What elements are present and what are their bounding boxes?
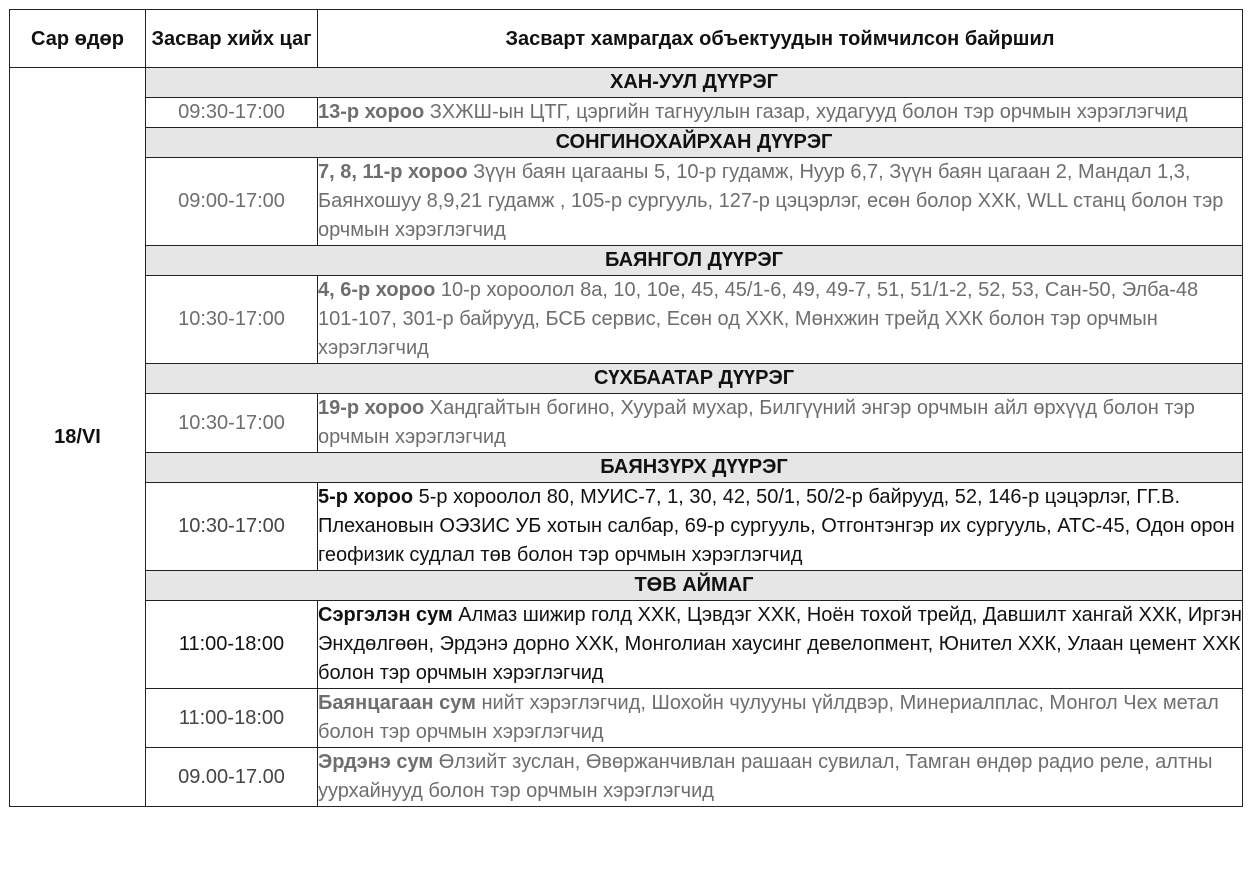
district-name: СОНГИНОХАЙРХАН ДҮҮРЭГ <box>146 128 1243 158</box>
district-name: БАЯНГОЛ ДҮҮРЭГ <box>146 246 1243 276</box>
maintenance-schedule-table <box>9 9 1243 807</box>
district-name: ТӨВ АЙМАГ <box>146 571 1243 601</box>
time-cell: 09:30-17:00 <box>146 98 318 128</box>
location-cell <box>318 98 1243 128</box>
location-text: Хандгайтын богино, Хуурай мухар, Билгүүний энгэр орчмын айл өрхүүд болон тэр орчмын хэрэглэгчид <box>318 397 1195 448</box>
time-cell: 11:00-18:00 <box>146 689 318 748</box>
time-cell: 10:30-17:00 <box>146 394 318 453</box>
date-cell: 18/VI <box>10 68 146 807</box>
location-text: нийт хэрэглэгчид, Шохойн чулууны үйлдвэр, Минериалплас, Монгол Чех метал болон тэр орчмын хэрэглэгчид <box>318 692 1219 743</box>
location-cell <box>318 158 1243 246</box>
area-name: 19-р хороо <box>318 397 425 419</box>
location-text: ЗХЖШ-ын ЦТГ, цэргийн тагнуулын газар, худагууд болон тэр орчмын хэрэглэгчид <box>424 101 1188 123</box>
area-name: Эрдэнэ сум <box>318 751 434 773</box>
table-row <box>10 483 1243 571</box>
table-row <box>10 601 1243 689</box>
district-row <box>10 364 1243 394</box>
location-cell <box>318 689 1243 748</box>
time-cell: 10:30-17:00 <box>146 276 318 364</box>
table-row <box>10 748 1243 807</box>
table-header-row <box>10 10 1243 68</box>
location-cell <box>318 394 1243 453</box>
time-cell: 11:00-18:00 <box>146 601 318 689</box>
district-name: СҮХБААТАР ДҮҮРЭГ <box>146 364 1243 394</box>
table-row <box>10 394 1243 453</box>
district-name: ХАН-УУЛ ДҮҮРЭГ <box>146 68 1243 98</box>
table-row <box>10 158 1243 246</box>
location-text: 10-р хороолол 8а, 10, 10е, 45, 45/1-6, 49, 49-7, 51, 51/1-2, 52, 53, Сан-50, Элба-48 101-107, 301-р байрууд, БСБ сервис, Есөн од ХХК, Мөнхжин трейд ХХК болон тэр орчмын хэрэглэгчид <box>318 279 1199 359</box>
time-cell: 09:00-17:00 <box>146 158 318 246</box>
table-row <box>10 276 1243 364</box>
district-row <box>10 128 1243 158</box>
district-name: БАЯНЗҮРХ ДҮҮРЭГ <box>146 453 1243 483</box>
district-row <box>10 68 1243 98</box>
location-text: Зүүн баян цагааны 5, 10-р гудамж, Нуур 6,7, Зүүн баян цагаан 2, Мандал 1,3, Баянхошуу 8,9,21 гудамж , 105-р сургууль, 127-р цэцэрлэг, есөн болор ХХК, WLL станц болон тэр орчмын хэрэглэгчид <box>318 161 1224 241</box>
header-date: Сар өдөр <box>10 10 146 68</box>
location-cell <box>318 601 1243 689</box>
header-time: Засвар хийх цаг <box>146 10 318 68</box>
location-text: Алмаз шижир голд ХХК, Цэвдэг ХХК, Ноён тохой трейд, Давшилт хангай ХХК, Иргэн Энхдөлгөөн, Эрдэнэ дорно ХХК, Монголиан хаусинг девелопмент, Юнител ХХК, Улаан цемент ХХК болон тэр орчмын хэрэглэгчид <box>318 604 1242 684</box>
table-row <box>10 689 1243 748</box>
header-location: Засварт хамрагдах объектуудын тоймчилсон байршил <box>318 10 1243 68</box>
time-cell: 09.00-17.00 <box>146 748 318 807</box>
location-text: 5-р хороолол 80, МУИС-7, 1, 30, 42, 50/1, 50/2-р байрууд, 52, 146-р цэцэрлэг, ГГ.В. Плехановын ОЭЗИС УБ хотын салбар, 69-р сургууль, Отгонтэнгэр их сургууль, АТС-45, Одон орон геофизик судлал төв болон тэр орчмын хэрэглэгчид <box>318 486 1235 566</box>
area-name: Сэргэлэн сум <box>318 604 453 626</box>
district-row <box>10 453 1243 483</box>
location-text: Өлзийт зуслан, Өвөржанчивлан рашаан сувилал, Тамган өндөр радио реле, алтны уурхайнууд болон тэр орчмын хэрэглэгчид <box>318 751 1213 802</box>
table-row <box>10 98 1243 128</box>
area-name: 5-р хороо <box>318 486 414 508</box>
district-row <box>10 571 1243 601</box>
location-cell <box>318 748 1243 807</box>
location-cell <box>318 276 1243 364</box>
area-name: 4, 6-р хороо <box>318 279 436 301</box>
district-row <box>10 246 1243 276</box>
location-cell <box>318 483 1243 571</box>
area-name: Баянцагаан сум <box>318 692 476 714</box>
area-name: 13-р хороо <box>318 101 425 123</box>
area-name: 7, 8, 11-р хороо <box>318 161 468 183</box>
time-cell: 10:30-17:00 <box>146 483 318 571</box>
